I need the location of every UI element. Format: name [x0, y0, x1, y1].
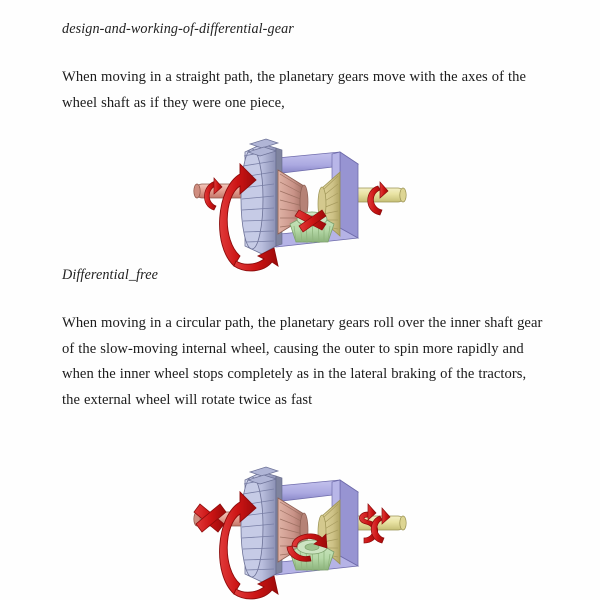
- figure-differential-straight-path: [0, 134, 600, 274]
- figure-caption-1: design-and-working-of-differential-gear: [62, 21, 294, 37]
- differential-diagram-1: [190, 134, 410, 274]
- ring-gear: [241, 139, 282, 254]
- figure-differential-circular-path: [0, 462, 600, 602]
- differential-diagram-2: [190, 462, 410, 602]
- figure-2-spacer: [62, 413, 542, 453]
- ring-gear: [241, 467, 282, 582]
- paragraph-2: When moving in a circular path, the planetary gears roll over the inner shaft gear of the slow-moving internal wheel, causing the outer to spin more rapidly and when the inner wheel stops completely as in the lateral braking of the tractors, the external wheel will rotate twice as fast: [62, 315, 543, 408]
- paragraph-1: When moving in a straight path, the planetary gears move with the axes of the wheel shaft as if they were one piece,: [62, 69, 526, 111]
- figure-caption-2: Differential_free: [62, 267, 158, 284]
